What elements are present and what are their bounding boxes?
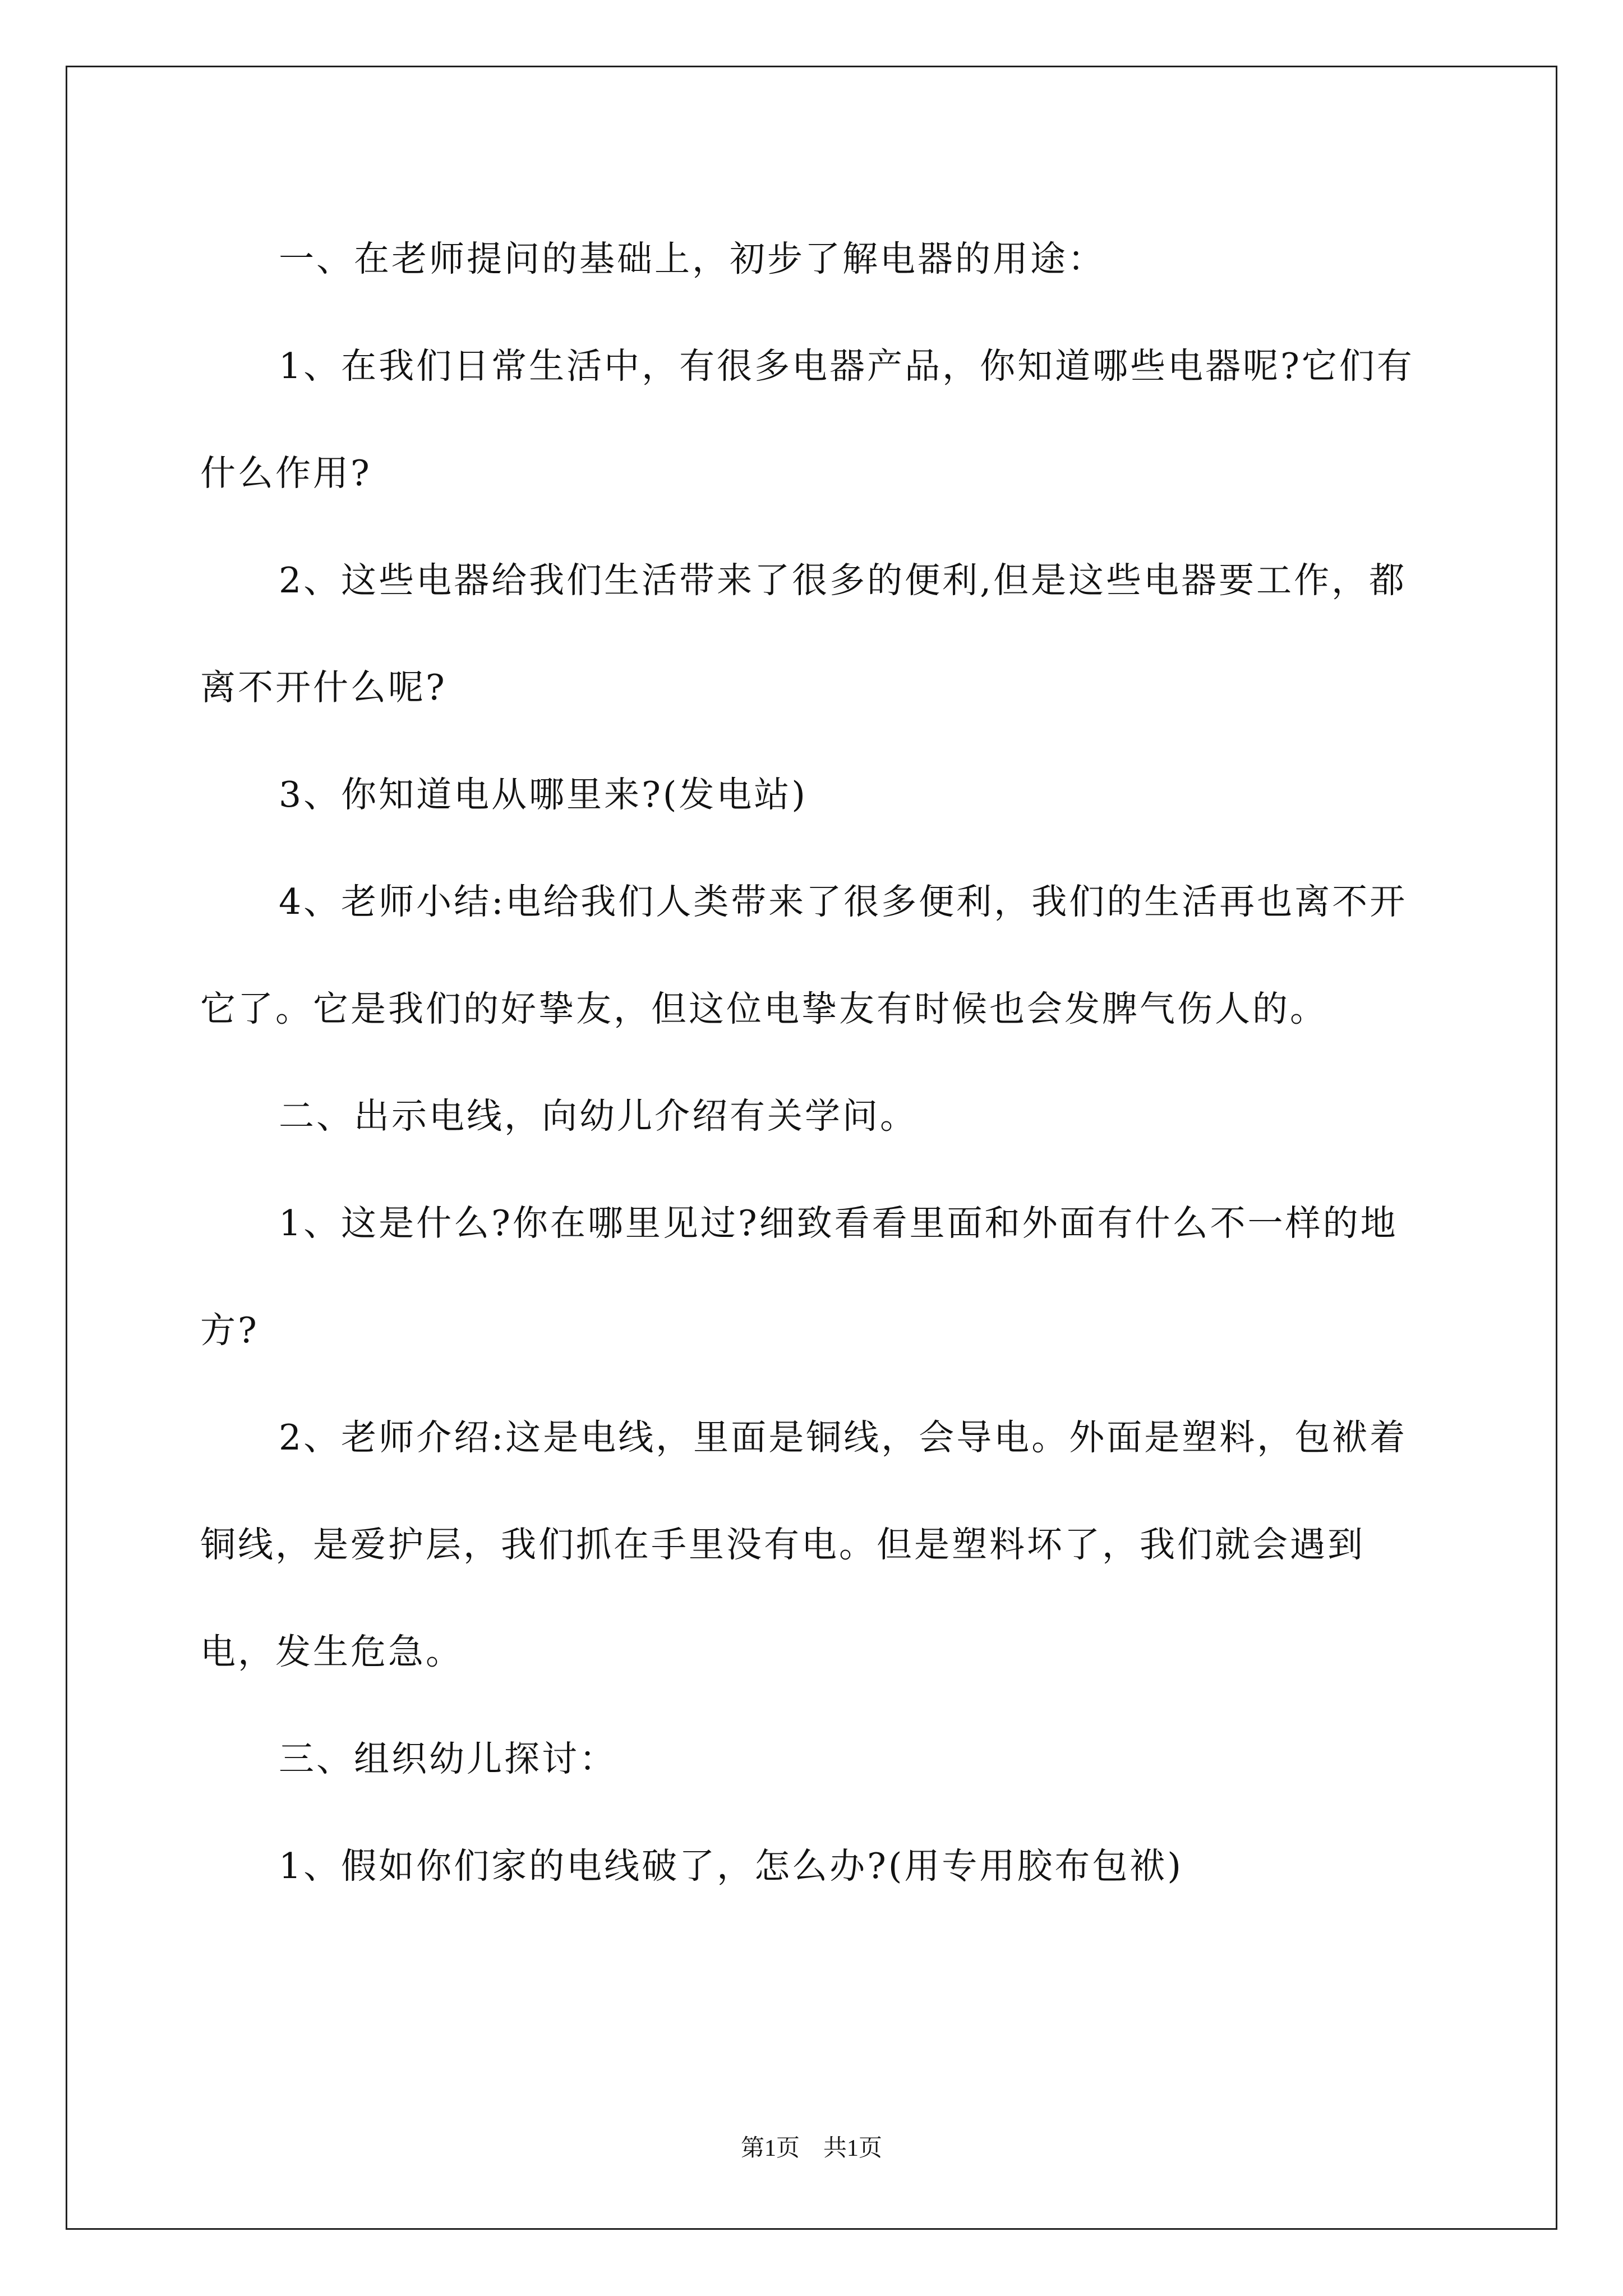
paragraph: 二、出示电线，向幼儿介绍有关学问。 <box>279 1096 917 1137</box>
paragraph: 2、老师介绍:这是电线，里面是铜线，会导电。外面是塑料，包袱着铜线，是爱护层，我们抓在手里没有电。但是塑料坏了，我们就会遇到电，发生危急。 <box>200 1417 1408 1672</box>
paragraph: 1、在我们日常生活中，有很多电器产品，你知道哪些电器呢?它们有什么作用? <box>200 346 1414 494</box>
paragraph: 2、这些电器给我们生活带来了很多的便利,但是这些电器要工作，都离不开什么呢? <box>200 560 1407 708</box>
page-footer: 第1页 共1页 <box>740 2136 882 2161</box>
paragraph: 1、假如你们家的电线破了，怎么办?(用专用胶布包袱) <box>279 1846 1184 1887</box>
document-body <box>200 205 1434 1920</box>
paragraph: 3、你知道电从哪里来?(发电站) <box>279 774 808 815</box>
paragraph: 4、老师小结:电给我们人类带来了很多便利，我们的生活再也离不开它了。它是我们的好挚友，但这位电挚友有时候也会发脾气伤人的。 <box>200 881 1408 1029</box>
paragraph: 三、组织幼儿探讨： <box>279 1738 617 1779</box>
paragraph: 1、这是什么?你在哪里见过?细致看看里面和外面有什么不一样的地方? <box>200 1203 1398 1351</box>
paragraph: 一、在老师提问的基础上，初步了解电器的用途： <box>279 238 1105 279</box>
